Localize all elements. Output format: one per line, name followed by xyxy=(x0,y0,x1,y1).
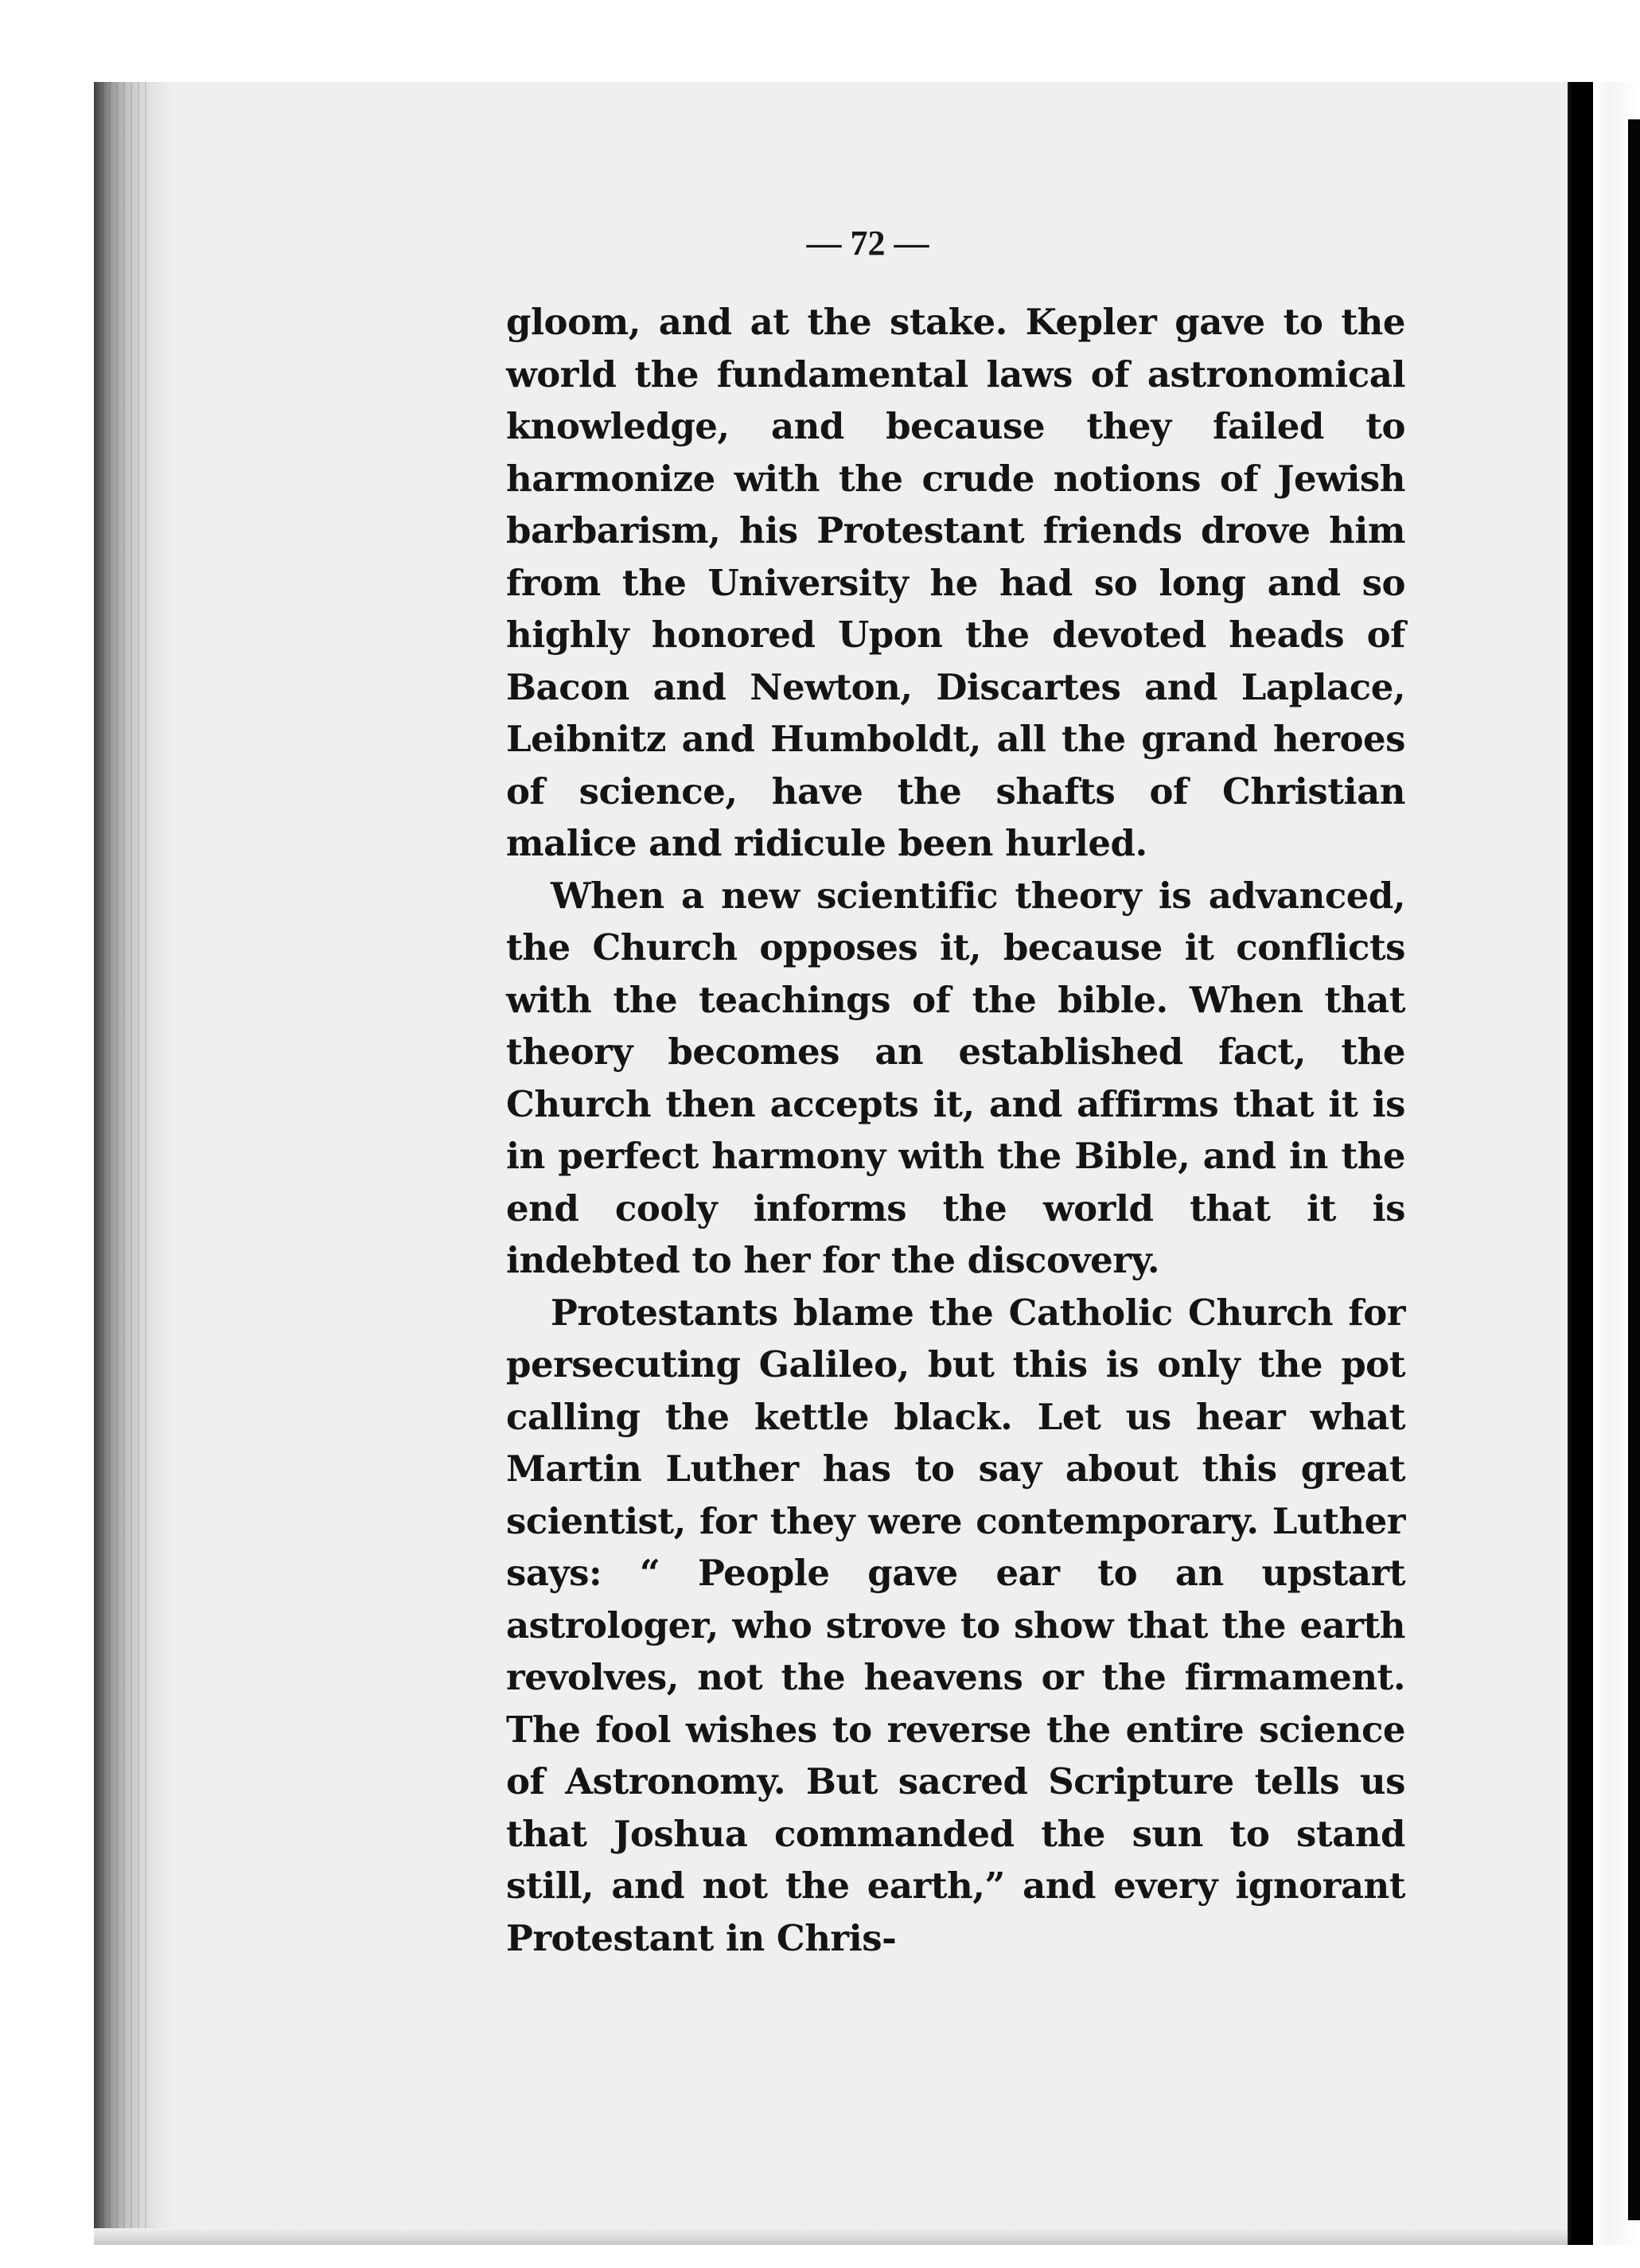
binding-streaks xyxy=(102,82,150,2245)
page-edge-shadow xyxy=(1568,82,1593,2245)
scan-margin xyxy=(0,0,1640,80)
page-bottom-shadow xyxy=(94,2228,1568,2245)
paragraph-1: gloom, and at the stake. Kepler gave to the world the fundamental laws of astronomical knowledge, and because they failed to harmonize with the crude notions of Jewish barbarism, his Protestant friends drove him from the University he had so long and so highly honored Upon the devoted heads of Bacon and Newton, Discartes and Laplace, Leibnitz and Humboldt, all the grand heroes of science, have the shafts of Christian malice and ridicule been hurled. xyxy=(506,301,1405,864)
adjacent-page-edge xyxy=(1628,119,1640,2220)
body-text xyxy=(506,296,1405,1964)
paragraph-2: When a new scientific theory is advanced, the Church opposes it, because it conflicts with the teachings of the bible. When that theory becomes an established fact, the Church then accepts it, and affirms that it is in perfect harmony with the Bible, and in the end cooly informs the world that it is indebted to her for the discovery. xyxy=(506,874,1405,1281)
paragraph-3: Protestants blame the Catholic Church for persecuting Galileo, but this is only the pot calling the kettle black. Let us hear what Martin Luther has to say about this great scientist, for they were contemporary. Luther says: “ People gave ear to an upstart astrologer, who strove to show that the earth revolves, not the heavens or the firmament. The fool wishes to reverse the entire science of Astronomy. But sacred Scripture tells us that Joshua commanded the sun to stand still, and not the earth,” and every ignorant Protestant in Chris- xyxy=(506,1291,1405,1959)
page-number: — 72 — xyxy=(806,224,929,263)
